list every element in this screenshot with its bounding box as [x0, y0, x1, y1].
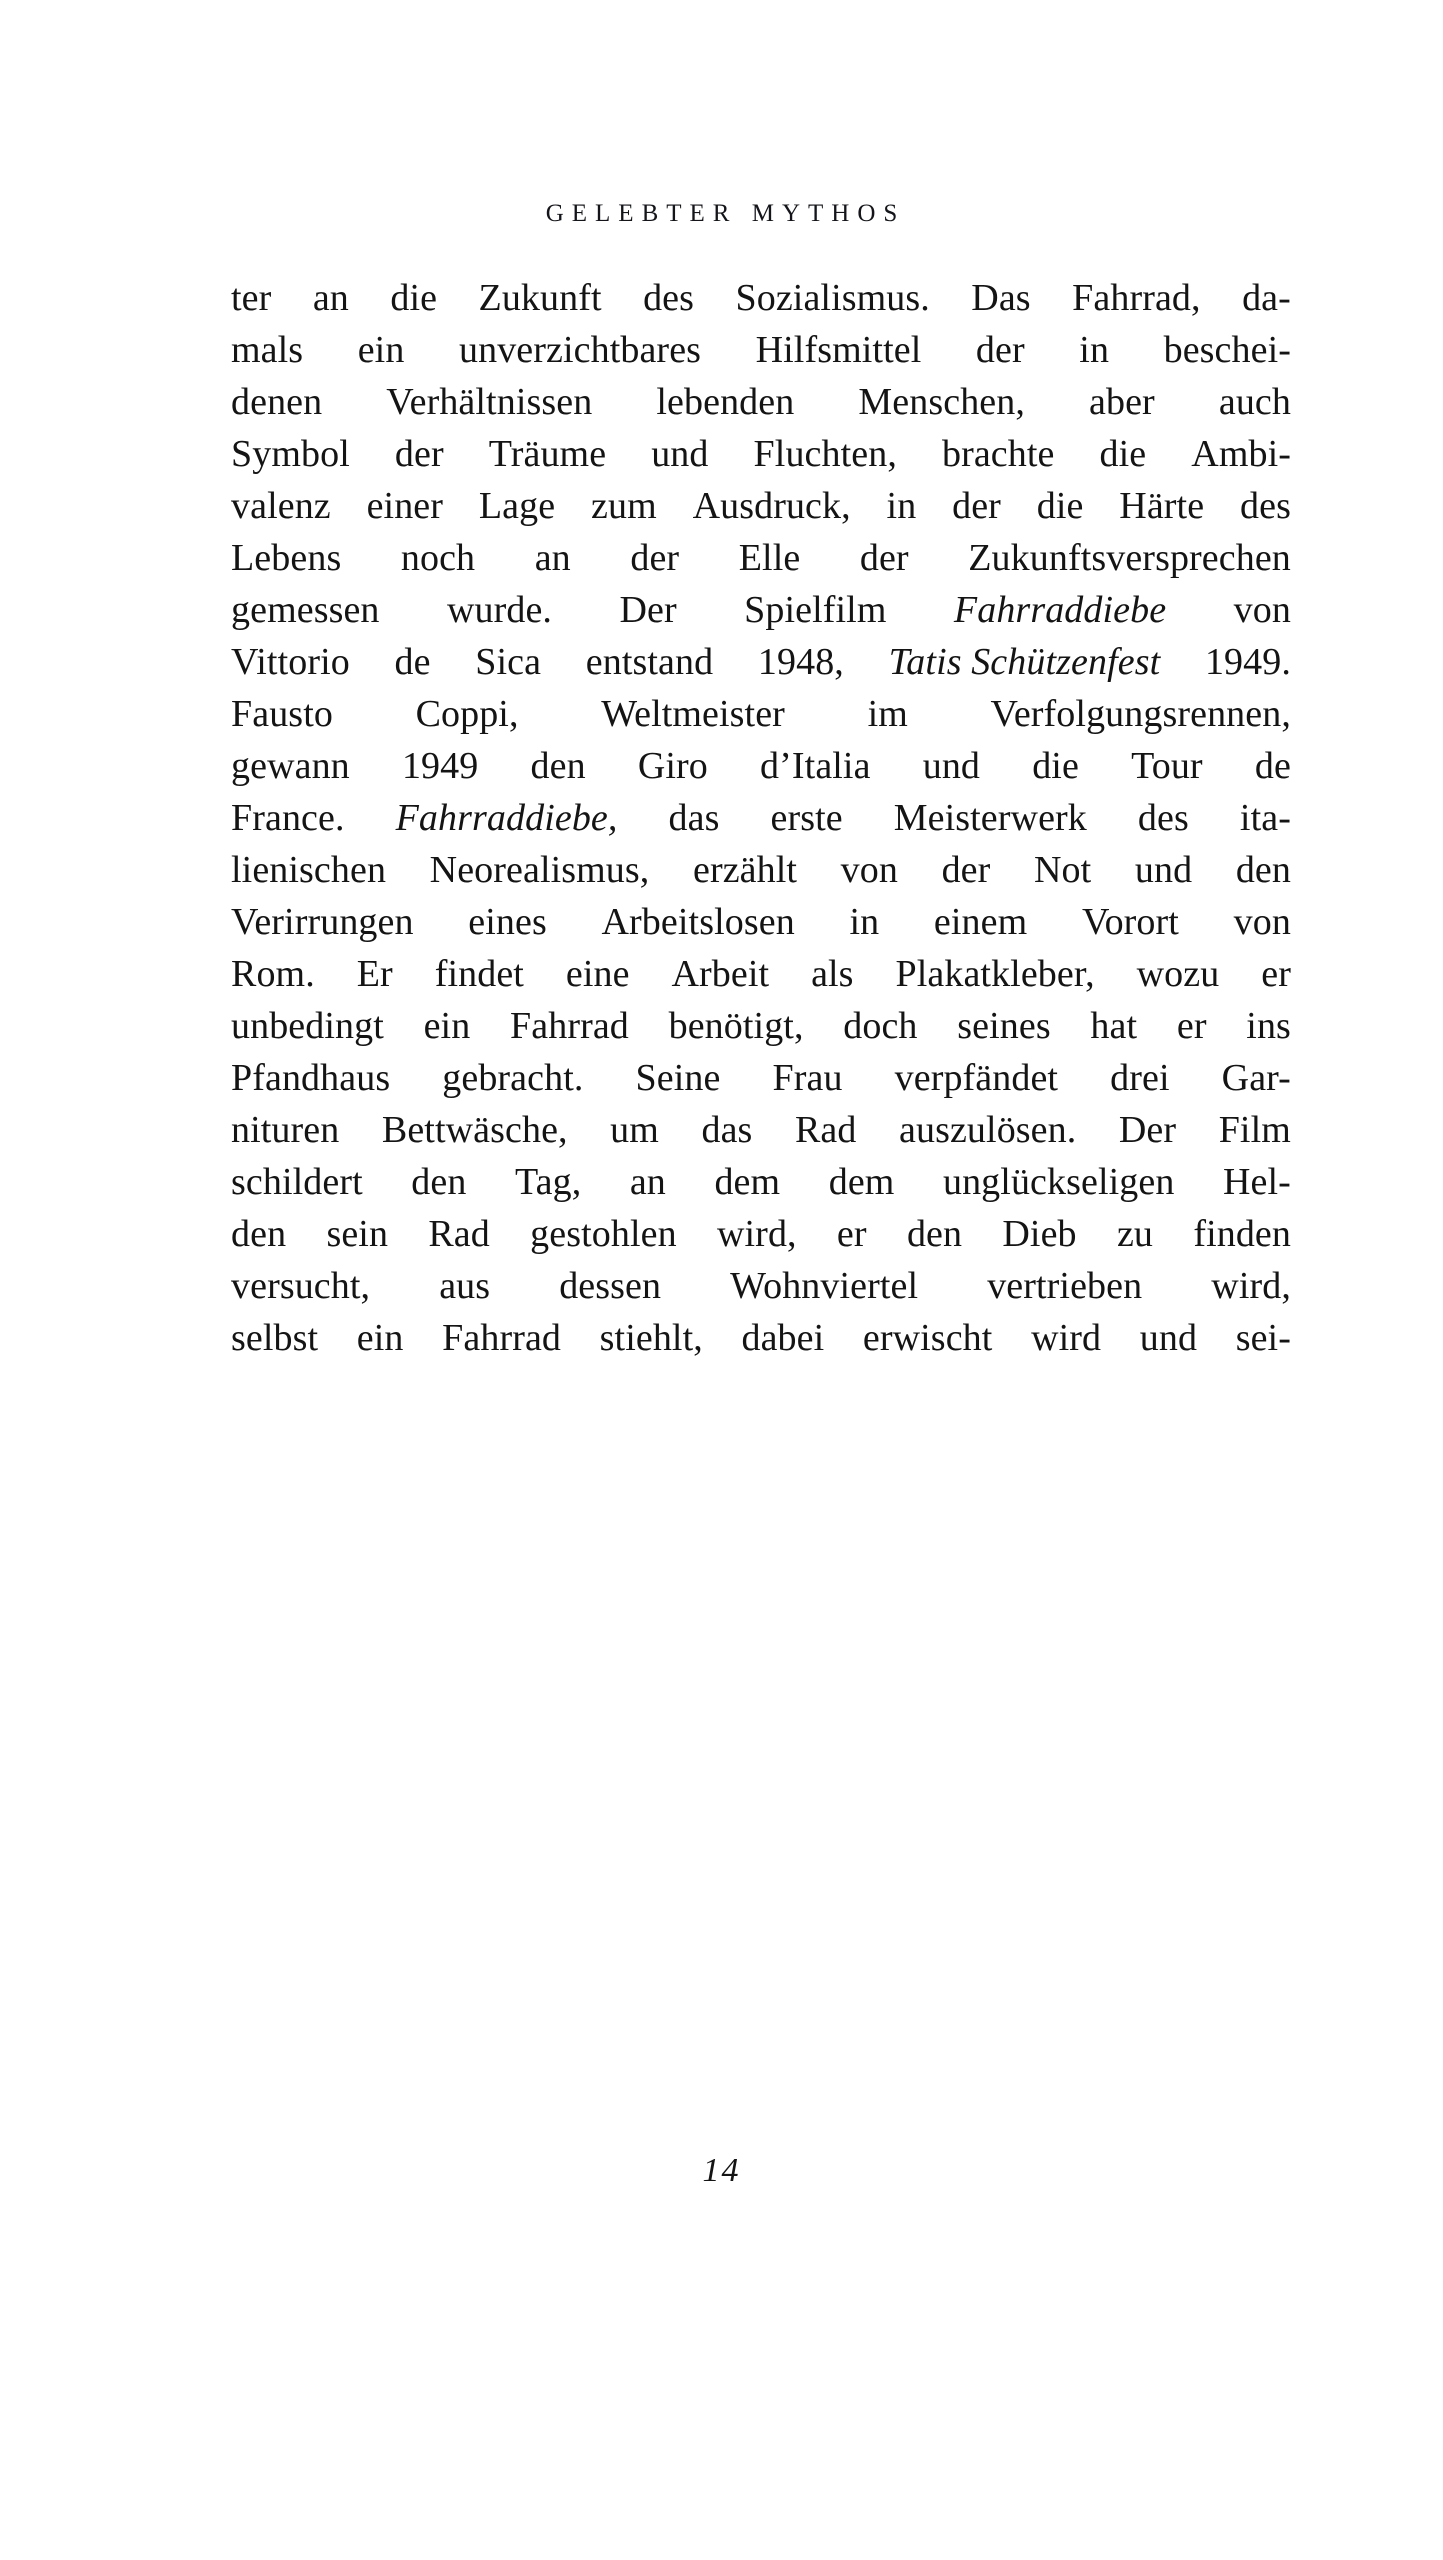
text-word: Not — [1034, 849, 1092, 891]
text-line — [231, 1052, 1291, 1104]
text-line — [231, 1260, 1291, 1312]
text-word: Weltmeister — [601, 693, 785, 735]
text-word: 1948, — [757, 641, 844, 683]
text-word: ein — [356, 1317, 404, 1359]
text-word: Das — [971, 277, 1031, 319]
text-word: an — [629, 1161, 666, 1203]
page-number: 14 — [702, 2152, 741, 2189]
text-word: Spielfilm — [744, 589, 887, 631]
text-word: von — [840, 849, 898, 891]
text-word: auch — [1218, 381, 1291, 423]
running-head: GELEBTER MYTHOS — [545, 200, 906, 227]
text-line — [231, 376, 1291, 428]
text-word: Härte — [1119, 485, 1205, 527]
text-word: eine — [565, 953, 630, 995]
text-word: Verirrungen — [231, 901, 414, 943]
text-word: Sozialismus. — [735, 277, 930, 319]
text-word: der — [975, 329, 1025, 371]
text-word: und — [1139, 1317, 1198, 1359]
text-line — [231, 844, 1291, 896]
text-line — [231, 584, 1291, 636]
text-word: sei- — [1235, 1317, 1291, 1359]
text-word: Frau — [772, 1057, 843, 1099]
text-word: des — [1240, 485, 1291, 527]
text-word: dessen — [559, 1265, 662, 1307]
text-word: den — [1235, 849, 1291, 891]
text-word: die — [1099, 433, 1147, 475]
text-line — [231, 532, 1291, 584]
text-word: ter — [231, 277, 272, 319]
text-word: Fahrrad, — [1072, 277, 1201, 319]
text-word: vertrieben — [987, 1265, 1143, 1307]
text-line — [231, 480, 1291, 532]
text-word: des — [1137, 797, 1189, 839]
text-word: in — [886, 485, 917, 527]
text-word: ita- — [1239, 797, 1291, 839]
text-word: Hel- — [1222, 1161, 1291, 1203]
text-word: aber — [1089, 381, 1155, 423]
text-word: Fahrraddiebe, — [395, 797, 618, 839]
text-word: auszulösen. — [899, 1109, 1077, 1151]
text-line — [231, 428, 1291, 480]
text-word: Fahrraddiebe — [953, 589, 1167, 631]
text-line — [231, 948, 1291, 1000]
text-word: an — [312, 277, 349, 319]
text-word: da- — [1242, 277, 1291, 319]
text-word: Verhältnissen — [386, 381, 593, 423]
text-word: wird — [1031, 1317, 1102, 1359]
text-word: Gar- — [1221, 1057, 1291, 1099]
text-word: der — [394, 433, 444, 475]
text-word: Träume — [488, 433, 607, 475]
text-word: er — [836, 1213, 867, 1255]
body-text-block — [231, 272, 1291, 1364]
text-word: ins — [1246, 1005, 1291, 1047]
text-word: Lage — [478, 485, 556, 527]
text-word: gewann — [231, 745, 350, 787]
text-word: das — [701, 1109, 753, 1151]
text-line — [231, 636, 1291, 688]
text-line — [231, 272, 1291, 324]
text-word: den — [906, 1213, 963, 1255]
text-word: dem — [714, 1161, 781, 1203]
text-word: de — [1254, 745, 1291, 787]
text-word: wird, — [1211, 1265, 1291, 1307]
text-word: und — [922, 745, 981, 787]
text-word: in — [849, 901, 880, 943]
text-word: seines — [957, 1005, 1051, 1047]
text-word: verpfändet — [894, 1057, 1059, 1099]
text-word: Menschen, — [858, 381, 1025, 423]
text-word: Ausdruck, — [692, 485, 851, 527]
text-word: gebracht. — [442, 1057, 584, 1099]
text-word: France. — [231, 797, 345, 839]
text-word: lebenden — [656, 381, 795, 423]
text-word: er — [1261, 953, 1291, 995]
text-word: wird, — [716, 1213, 797, 1255]
text-line — [231, 1208, 1291, 1260]
text-word: Dieb — [1002, 1213, 1077, 1255]
text-word: doch — [843, 1005, 918, 1047]
text-word: den — [411, 1161, 467, 1203]
text-word: unverzichtbares — [459, 329, 702, 371]
text-word: nituren — [231, 1109, 340, 1151]
text-word: 1949 — [401, 745, 479, 787]
text-word: aus — [439, 1265, 491, 1307]
text-word: von — [1233, 901, 1291, 943]
text-word: Elle — [738, 537, 801, 579]
text-word: Rad — [428, 1213, 490, 1255]
text-word: Pfandhaus — [231, 1057, 391, 1099]
text-word: Coppi, — [415, 693, 519, 735]
text-line — [231, 688, 1291, 740]
text-word: Fluchten, — [753, 433, 897, 475]
text-word: findet — [434, 953, 524, 995]
text-word: entstand — [585, 641, 714, 683]
text-word: mals — [231, 329, 304, 371]
text-word: zum — [591, 485, 657, 527]
text-word: Lebens — [231, 537, 342, 579]
text-word: die — [1036, 485, 1084, 527]
text-word: er — [1176, 1005, 1207, 1047]
text-word: von — [1233, 589, 1291, 631]
text-word: valenz — [231, 485, 331, 527]
text-word: Er — [356, 953, 393, 995]
text-word: der — [630, 537, 680, 579]
text-word: dabei — [741, 1317, 825, 1359]
text-word: im — [867, 693, 908, 735]
text-word: wurde. — [446, 589, 553, 631]
text-word: den — [231, 1213, 287, 1255]
text-word: Film — [1218, 1109, 1291, 1151]
text-word: Rom. — [231, 953, 315, 995]
text-word: lienischen — [231, 849, 387, 891]
text-word: Fahrrad — [442, 1317, 562, 1359]
text-word: drei — [1110, 1057, 1170, 1099]
text-word: ein — [423, 1005, 471, 1047]
text-word: Fahrrad — [510, 1005, 629, 1047]
text-word: Seine — [635, 1057, 721, 1099]
text-word: Giro — [637, 745, 708, 787]
text-word: Arbeit — [671, 953, 770, 995]
text-word: in — [1079, 329, 1110, 371]
text-word: als — [811, 953, 854, 995]
text-word: Meisterwerk — [893, 797, 1087, 839]
text-word: gestohlen — [530, 1213, 677, 1255]
text-word: Zukunft — [478, 277, 602, 319]
text-word: Bettwäsche, — [381, 1109, 568, 1151]
text-word: Vittorio — [231, 641, 350, 683]
text-word: benötigt, — [668, 1005, 804, 1047]
text-word: Symbol — [231, 433, 350, 475]
text-word: die — [390, 277, 438, 319]
text-word: eines — [468, 901, 547, 943]
text-word: ein — [357, 329, 405, 371]
text-word: Der — [619, 589, 677, 631]
text-word: zu — [1116, 1213, 1154, 1255]
text-word: und — [1134, 849, 1193, 891]
text-line — [231, 1312, 1291, 1364]
text-word: unglückseligen — [942, 1161, 1175, 1203]
text-word: Der — [1118, 1109, 1177, 1151]
text-word: Vorort — [1081, 901, 1179, 943]
text-word: selbst — [231, 1317, 319, 1359]
text-word: Neorealismus, — [429, 849, 650, 891]
text-word: des — [643, 277, 695, 319]
text-word: Plakatkleber, — [895, 953, 1095, 995]
text-word: Ambi- — [1191, 433, 1291, 475]
text-word: Wohnviertel — [730, 1265, 919, 1307]
text-word: einer — [366, 485, 444, 527]
text-word: Tour — [1131, 745, 1203, 787]
text-word: und — [651, 433, 709, 475]
text-word: schildert — [231, 1161, 363, 1203]
text-word: sein — [326, 1213, 389, 1255]
text-word: wozu — [1136, 953, 1220, 995]
text-word: um — [610, 1109, 659, 1151]
text-word: d’Italia — [760, 745, 871, 787]
text-word: einem — [933, 901, 1028, 943]
text-word: erste — [770, 797, 843, 839]
text-word: Zukunftsversprechen — [968, 537, 1291, 579]
text-word: Sica — [475, 641, 542, 683]
text-word: finden — [1193, 1213, 1291, 1255]
text-word: gemessen — [231, 589, 380, 631]
text-word: beschei- — [1163, 329, 1291, 371]
text-word: denen — [231, 381, 323, 423]
text-word: das — [668, 797, 720, 839]
text-word: noch — [400, 537, 476, 579]
text-word: erzählt — [693, 849, 798, 891]
text-word: 1949. — [1204, 641, 1291, 683]
text-line — [231, 1104, 1291, 1156]
text-word: Tatis Schützenfest — [888, 641, 1161, 683]
text-line — [231, 792, 1291, 844]
text-word: der — [952, 485, 1001, 527]
text-line — [231, 1156, 1291, 1208]
text-line — [231, 896, 1291, 948]
text-line — [231, 1000, 1291, 1052]
text-word: Fausto — [231, 693, 333, 735]
text-word: erwischt — [862, 1317, 993, 1359]
text-word: Tag, — [514, 1161, 582, 1203]
text-word: den — [530, 745, 586, 787]
text-word: stiehlt, — [599, 1317, 703, 1359]
text-word: dem — [828, 1161, 895, 1203]
text-word: versucht, — [231, 1265, 371, 1307]
text-word: de — [394, 641, 431, 683]
text-word: an — [534, 537, 571, 579]
text-word: unbedingt — [231, 1005, 384, 1047]
text-word: hat — [1090, 1005, 1138, 1047]
text-word: brachte — [941, 433, 1055, 475]
text-line — [231, 740, 1291, 792]
text-word: der — [941, 849, 991, 891]
text-word: Hilfsmittel — [755, 329, 922, 371]
text-word: Arbeitslosen — [601, 901, 795, 943]
text-word: der — [859, 537, 909, 579]
text-word: Verfolgungsrennen, — [990, 693, 1291, 735]
text-line — [231, 324, 1291, 376]
text-word: Rad — [794, 1109, 857, 1151]
text-word: die — [1032, 745, 1079, 787]
